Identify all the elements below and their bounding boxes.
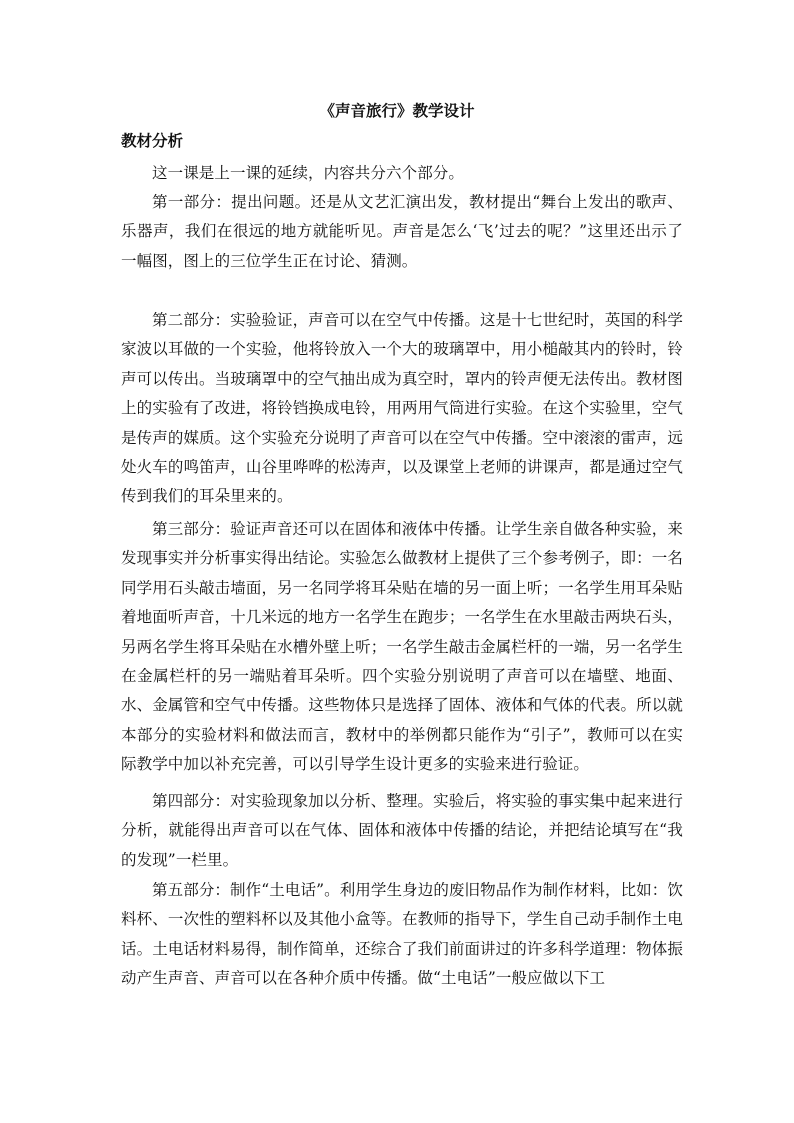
- paragraph-part-four: 第四部分：对实验现象加以分析、整理。实验后，将实验的事实集中起来进行分析，就能得出声音可以在气体、固体和液体中传播的结论，并把结论填写在“我的发现”一栏里。: [121, 792, 683, 869]
- paragraph-part-two: 第二部分：实验验证，声音可以在空气中传播。这是十七世纪时，英国的科学家波以耳做的一个实验，他将铃放入一个大的玻璃罩中，用小槌敲其内的铃时，铃声可以传出。当玻璃罩中的空气抽出成为真空时，罩内的铃声便无法传出。教材图上的实验有了改进，将铃铛换成电铃，用两用气筒进行实验。在这个实验里，空气是传声的媒质。这个实验充分说明了声音可以在空气中传播。空中滚滚的雷声，远处火车的鸣笛声，山谷里哗哗的松涛声，以及课堂上老师的讲课声，都是通过空气传到我们的耳朵里来的。: [121, 311, 683, 506]
- paragraph-intro: 这一课是上一课的延续，内容共分六个部分。: [152, 164, 465, 182]
- section-heading: 教材分析: [121, 131, 184, 150]
- paragraph-part-three: 第三部分：验证声音还可以在固体和液体中传播。让学生亲自做各种实验，来发现事实并分析事实得出结论。实验怎么做教材上提供了三个参考例子，即：一名同学用石头敲击墙面，另一名同学将耳朵贴在墙的另一面上听；一名学生用耳朵贴着地面听声音，十几米远的地方一名学生在跑步；一名学生在水里敲击两块石头，另两名学生将耳朵贴在水槽外壁上听；一名学生敲击金属栏杆的一端，另一名学生在金属栏杆的另一端贴着耳朵听。四个实验分别说明了声音可以在墙壁、地面、水、金属管和空气中传播。这些物体只是选择了固体、液体和气体的代表。所以就本部分的实验材料和做法而言，教材中的举例都只能作为“引子”，教师可以在实际教学中加以补充完善，可以引导学生设计更多的实验来进行验证。: [121, 520, 683, 774]
- document-title: 《声音旅行》教学设计: [319, 101, 475, 120]
- paragraph-part-one: 第一部分：提出问题。还是从文艺汇演出发，教材提出“舞台上发出的歌声、乐器声，我们在很远的地方就能听见。声音是怎么‘飞’过去的呢？”这里还出示了一幅图，图上的三位学生正在讨论、猜测。: [121, 193, 683, 270]
- paragraph-part-five: 第五部分：制作“土电话”。利用学生身边的废旧物品作为制作材料，比如：饮料杯、一次性的塑料杯以及其他小盒等。在教师的指导下，学生自己动手制作土电话。土电话材料易得，制作简单，还综合了我们前面讲过的许多科学道理：物体振动产生声音、声音可以在各种介质中传播。做“土电话”一般应做以下工: [121, 881, 683, 988]
